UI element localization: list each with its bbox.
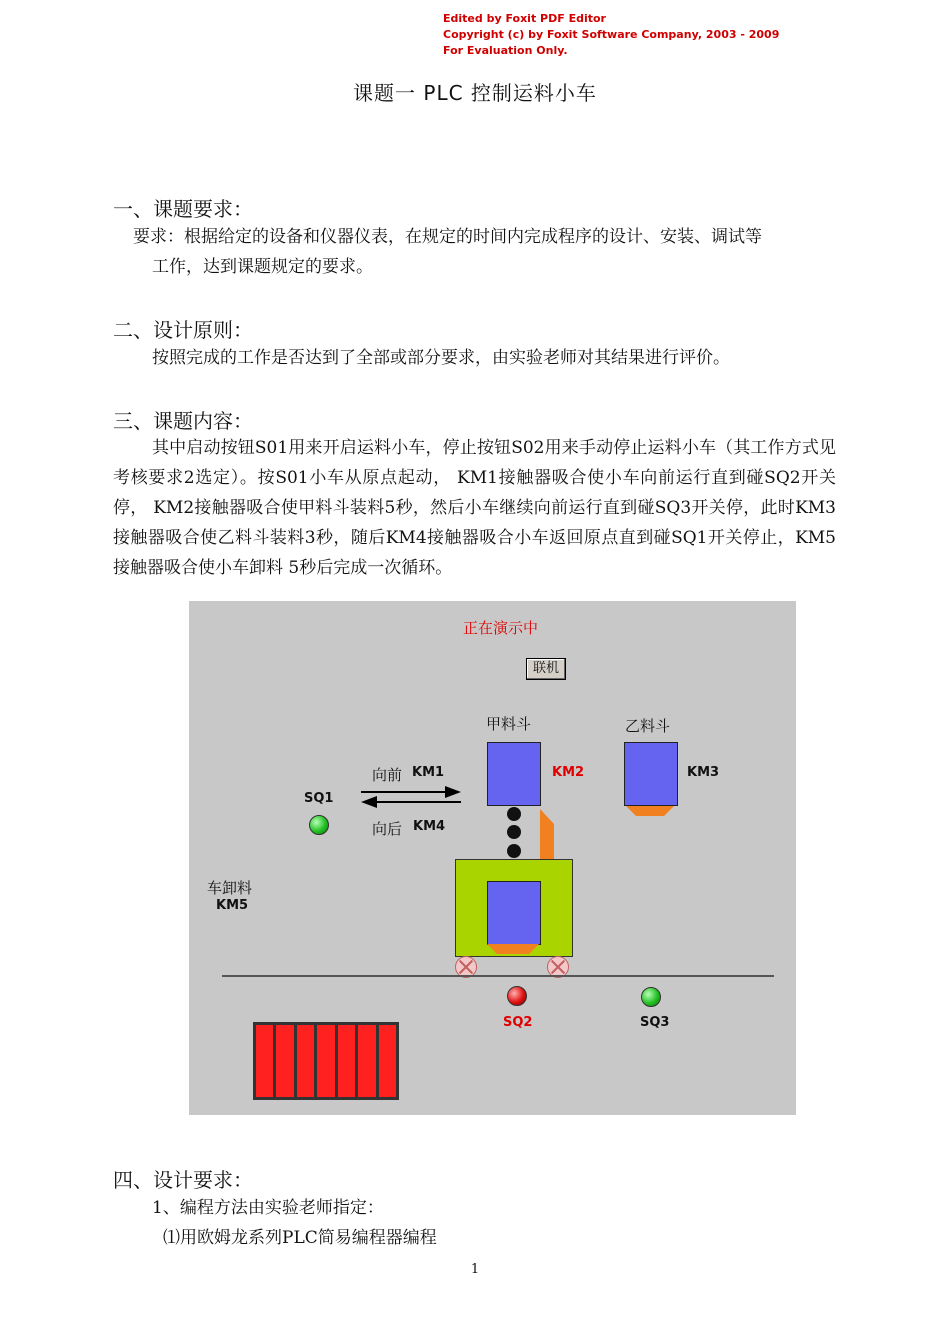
bin-slot <box>379 1025 396 1097</box>
material-ball <box>507 825 521 839</box>
unload-label: 车卸料 <box>207 879 253 897</box>
km5-label: KM5 <box>216 898 249 913</box>
track-rail <box>222 975 774 977</box>
bin-slot <box>256 1025 273 1097</box>
hopper-b-chute <box>626 806 674 816</box>
online-button[interactable]: 联机 <box>526 658 566 680</box>
unloading-bin <box>253 1022 399 1100</box>
section-2-heading: 二、设计原则： <box>113 318 253 342</box>
hopper-b-label: 乙料斗 <box>625 717 671 735</box>
hopper-a <box>487 742 541 806</box>
hopper-a-label: 甲料斗 <box>486 715 532 733</box>
evaluation-watermark <box>443 11 779 59</box>
page-number: 1 <box>470 1262 480 1277</box>
section-1-heading: 一、课题要求： <box>113 197 253 221</box>
sq3-label: SQ3 <box>640 1015 670 1030</box>
section-4-item-1a: ⑴用欧姆龙系列PLC简易编程器编程 <box>163 1228 437 1248</box>
sq2-lamp-icon <box>507 986 527 1006</box>
watermark-line-1: Edited by Foxit PDF Editor <box>443 12 606 25</box>
km3-label: KM3 <box>687 765 720 780</box>
direction-arrows-icon <box>361 786 461 808</box>
section-2-body: 按照完成的工作是否达到了全部或部分要求，由实验老师对其结果进行评价。 <box>152 348 730 368</box>
km2-label: KM2 <box>552 765 585 780</box>
km1-label: KM1 <box>412 765 445 780</box>
section-4-heading: 四、设计要求： <box>113 1168 253 1192</box>
transport-cart <box>455 859 573 957</box>
forward-label: 向前 <box>372 766 403 784</box>
watermark-line-3: For Evaluation Only. <box>443 44 568 57</box>
demo-status-text: 正在演示中 <box>463 619 539 637</box>
sq2-label: SQ2 <box>503 1015 533 1030</box>
material-ball <box>507 807 521 821</box>
backward-label: 向后 <box>372 820 403 838</box>
section-3-heading: 三、课题内容： <box>113 409 253 433</box>
material-ball <box>507 844 521 858</box>
cart-bin <box>487 881 541 945</box>
watermark-line-2: Copyright (c) by Foxit Software Company, 2003 - 2009 <box>443 28 780 41</box>
page-title: 课题一 PLC 控制运料小车 <box>353 81 597 105</box>
bin-slot <box>358 1025 375 1097</box>
section-1-body-line-2: 工作，达到课题规定的要求。 <box>152 257 373 277</box>
hopper-b <box>624 742 678 806</box>
bin-slot <box>338 1025 355 1097</box>
sq1-label: SQ1 <box>304 791 334 806</box>
sq1-lamp-icon <box>309 815 329 835</box>
plc-demo-panel <box>189 601 796 1115</box>
section-3-body: 其中启动按钮S01用来开启运料小车，停止按钮S02用来手动停止运料小车（其工作方式见考核要求2选定）。按S01小车从原点起动， KM1接触器吸合使小车向前运行直到碰SQ2开关停， KM2接触器吸合使甲料斗装料5秒，然后小车继续向前运行直到碰SQ3开关停，此时KM3接触器吸合使乙料斗装料3秒，随后KM4接触器吸合小车返回原点直到碰SQ1开关停止，KM5接触器吸合使小车卸料 5秒后完成一次循环。 <box>113 438 836 578</box>
section-1-body-line-1: 要求：根据给定的设备和仪器仪表，在规定的时间内完成程序的设计、安装、调试等 <box>133 227 762 247</box>
bin-slot <box>276 1025 293 1097</box>
cart-chute <box>487 944 539 954</box>
sq3-lamp-icon <box>641 987 661 1007</box>
bin-slot <box>297 1025 314 1097</box>
km4-label: KM4 <box>413 819 446 834</box>
section-4-item-1: 1、编程方法由实验老师指定： <box>152 1198 384 1218</box>
hopper-a-gate <box>540 809 554 859</box>
bin-slot <box>317 1025 334 1097</box>
